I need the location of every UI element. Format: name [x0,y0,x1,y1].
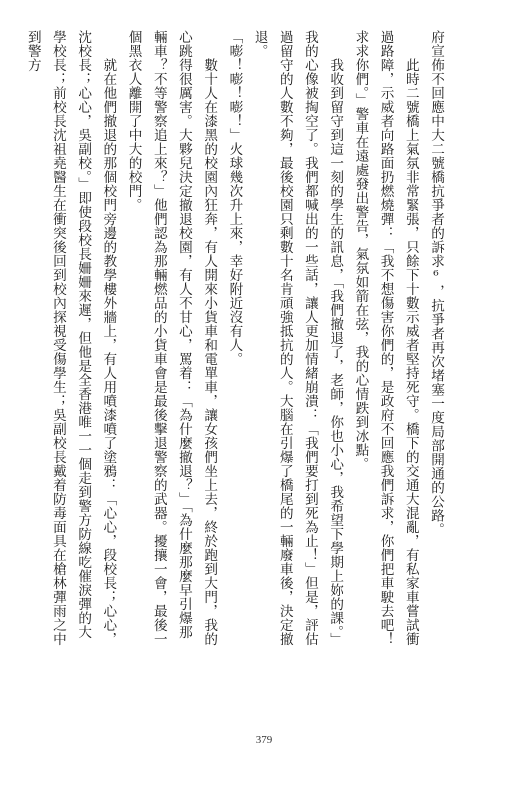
page-number: 379 [255,734,273,746]
paragraph: 府宣佈不回應中大二號橋抗爭者的訴求⁶，抗爭者再次堵塞一度局部開通的公路。 [428,30,444,537]
paragraph: 我收到留守到這一刻的學生的訊息，「我們撤退了，老師，你也小心，我希望下學期上妳的課。」我的心像被掏空了。我們都喊出的一些話，讓人更加情緒崩潰：「我們要打到死為止！」但是，評估過留守的人數不夠，最後校園只剩數十名肯頑強抵抗的人。大腦在引爆了橋尾的一輛廢車後，決定撤退。 [251,30,344,647]
paragraph: 此時二號橋上氣氛非常緊張，只餘下十數示威者堅持死守。橋下的交通大混亂，有私家車嘗試衝過路障，示威者向路面扔燃燒彈：「我不想傷害你們的，是政府不回應我們訴求，你們把車駛去吧！求求你們。」警車在遠處發出警告，氣氛如箭在弦，我的心情跌到冰點。 [352,30,419,646]
paragraph: 就在他們撤退的那個校門旁邊的教學樓外牆上，有人用噴漆噴了塗鴉：「心心，段校長；心心，沈校長；心心，吳副校。」即使段校長姍姍來遲，但他是全香港唯一一個走到警方防線吃催淚彈的大學校長；前校長沈祖堯醫生在衝突後回到校內探視受傷學生；吳副校長戴着防毒面具在槍林彈雨之中到警方 [24,30,117,646]
paragraph: 數十人在漆黑的校園內狂奔，有人開來小貨車和電單車，讓女孩們坐上去，終於跑到大門，我的心跳得很厲害。大夥兒決定撤退校園，有人不甘心，罵着：「為什麼撤退？」「為什麼那麼早引爆那輛車？不等警察追上來？」他們認為那輛燃品的小貨車會是最後擊退警察的武器。擾攘一會，最後一個黑衣人離開了中大的校門。 [125,30,218,646]
paragraph: 「嘭！嘭！嘭！」火球幾次升上來，幸好附近沒有人。 [226,30,243,366]
body-text [20,30,448,650]
